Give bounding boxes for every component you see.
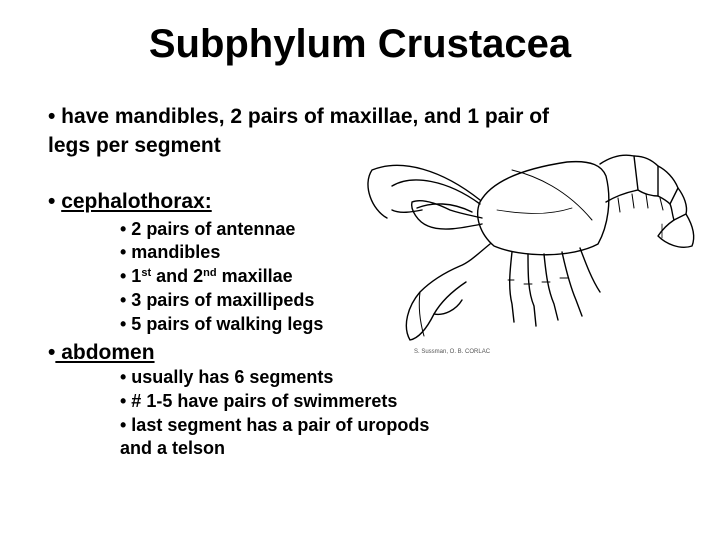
cephalothorax-item-maxillipeds: • 3 pairs of maxillipeds [120, 290, 315, 310]
abdomen-heading [48, 341, 155, 365]
cephalothorax-item-walking-legs: • 5 pairs of walking legs [120, 314, 324, 334]
cephalothorax-bullet: • [48, 190, 62, 213]
maxillae-sup-2: nd [203, 267, 217, 279]
abdomen-item-uropods: • last segment has a pair of uropods [120, 415, 430, 435]
abdomen-item-swimmerets: • # 1-5 have pairs of swimmerets [120, 391, 398, 411]
intro-line-1: • have mandibles, 2 pairs of maxillae, and 1 pair of [48, 105, 550, 128]
maxillae-sup-1: st [141, 267, 152, 279]
cephalothorax-item-maxillae [120, 266, 293, 287]
abdomen-bullet: • [48, 341, 56, 364]
cephalothorax-item-mandibles: • mandibles [120, 242, 221, 262]
abdomen-heading-text: abdomen [55, 341, 155, 364]
cephalothorax-heading-text: cephalothorax: [61, 190, 212, 213]
abdomen-item-segments: • usually has 6 segments [120, 367, 334, 387]
maxillae-text-2: and 2 [151, 266, 204, 286]
maxillae-text-1: • 1 [120, 266, 142, 286]
slide-title: Subphylum Crustacea [148, 22, 572, 66]
crayfish-illustration-icon [362, 140, 702, 360]
intro-line-2: legs per segment [48, 134, 221, 157]
cephalothorax-heading [48, 190, 212, 214]
maxillae-text-3: maxillae [216, 266, 293, 286]
cephalothorax-item-antennae: • 2 pairs of antennae [120, 219, 296, 239]
abdomen-item-telson: and a telson [120, 438, 226, 458]
figure-credit: S. Sussman, O. B. CORLAC [414, 349, 491, 355]
